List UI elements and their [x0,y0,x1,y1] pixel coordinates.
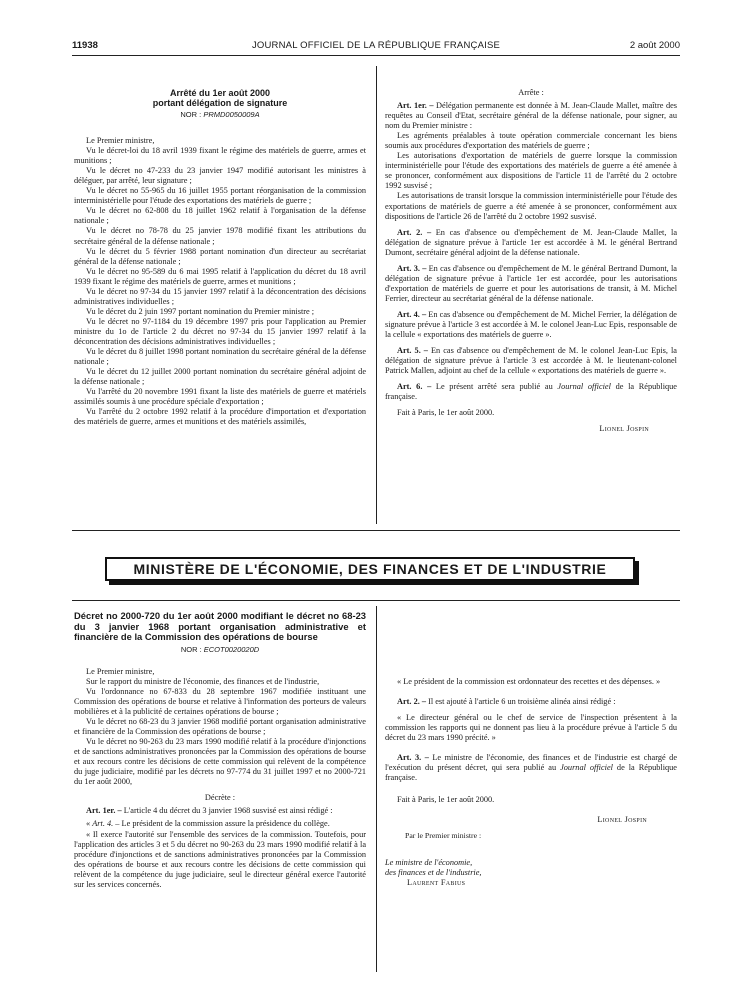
decret-right-column [385,611,677,888]
decret-title: Décret no 2000-720 du 1er août 2000 modifiant le décret no 68-23 du 3 janvier 1968 portant organisation administrative et financière de la Commission des opérations de bourse [74,610,366,643]
decret-para: Le Premier ministre, [86,666,155,676]
decret-article-3: Art. 3. – Le ministre de l'économie, des finances et de l'industrie est chargé de l'exécution du présent décret, qui sera publié au Journal officiel de la République française. [385,753,678,783]
minister-name: Laurent Fabius [407,877,466,887]
arrete-left-column [74,88,366,427]
arrete-article-1: Art. 1er. – Délégation permanente est donnée à M. Jean-Claude Mallet, maître des requêtes au Conseil d'Etat, secrétaire général de la défense nationale, pour signer, au nom du Premier ministre : [385,101,678,131]
decret-article-1: Art. 1er. – L'article 4 du décret du 3 janvier 1968 susvisé est ainsi rédigé : [86,806,333,816]
arrete-word: Arrête : [518,88,544,97]
arrete-fait: Fait à Paris, le 1er août 2000. [397,408,495,418]
arrete-title-2: portant délégation de signature [152,98,288,108]
arrete-para: Vu le décret no 95-589 du 6 mai 1995 relatif à l'application du décret du 18 avril 1939 fixant le régime des matériels de guerre, armes et munitions ; [74,266,366,286]
arrete-para: Vu le décret no 97-34 du 15 janvier 1997 relatif à la déconcentration des décisions administratives individuelles ; [74,286,366,306]
decret-left-column [74,611,366,890]
arrete-article-4: Art. 4. – En cas d'absence ou d'empêchement de M. Michel Ferrier, la délégation de signature prévue à l'article 3 est accordée à M. le colonel Jean-Luc Epis, responsable de la cellule « exportations des matériels de guerre ». [385,309,677,340]
arrete-signature: Lionel Jospin [599,424,649,434]
header-rule [72,55,680,56]
arrete-para: Vu le décret du 8 juillet 1998 portant nomination du secrétaire général de la défense nationale ; [74,347,366,367]
arrete-right-column [385,88,677,434]
arrete-para: Vu le décret no 55-965 du 16 juillet 1955 portant réorganisation de la commission interministérielle pour l'étude des exportations des matériels de guerre ; [74,186,366,206]
arrete-para: Vu le décret du 5 février 1988 portant nomination d'un directeur au secrétariat général de la défense nationale ; [74,246,366,266]
page-number: 11938 [72,40,98,51]
arrete-para: Vu l'arrêté du 2 octobre 1992 relatif à la procédure d'importation et d'exportation des matériels de guerre, armes et munitions et des matériels assimilés, [74,407,366,427]
arrete-para: Vu le décret-loi du 18 avril 1939 fixant le régime des matériels de guerre, armes et munitions ; [74,146,366,166]
arrete-para: Vu le décret no 97-1184 du 19 décembre 1997 pris pour l'application au Premier ministre du 1o de l'article 2 du décret no 97-34 du 15 janvier 1997 relatif à la déconcentration des décisions administratives individuelles ; [74,316,366,346]
column-divider-bottom [376,606,377,972]
decret-para: Vu l'ordonnance no 67-833 du 28 septembre 1967 modifiée instituant une Commission des opérations de bourse et relative à l'information des porteurs de valeurs mobilières et à la publicité de certaines opérations de bourse ; [74,686,366,717]
section-rule [72,530,680,531]
minister-title-1: Le ministre de l'économie, [385,857,473,867]
arrete-para: Vu le décret du 12 juillet 2000 portant nomination du secrétaire général adjoint de la défense nationale ; [74,367,366,387]
arrete-article-3: Art. 3. – En cas d'absence ou d'empêchement de M. le général Bertrand Dumont, la délégation de signature prévue à l'article 1er est accordée, pour les autorisations d'exportation de matériels de guerre et pour les autorisations de transit, à M. Michel Ferrier, directeur au secrétariat général de la défense nationale. [385,263,677,303]
arrete-article-1-item: Les autorisations d'exportation de matériels de guerre lorsque la commission interministérielle pour l'étude des exportations des matériels de guerre a été amenée à se prononcer, conformément aux dispositions de l'article 11 de l'arrêté du 2 octobre 1992 susvisé ; [385,151,677,191]
arrete-para: Vu le décret no 47-233 du 23 janvier 1947 modifié autorisant les ministres à déléguer, par arrêté, leur signature ; [74,166,366,186]
decret-article-4-quote: « Art. 4. – Le président de la commission assure la présidence du collège. [86,819,330,829]
minister-title-2: des finances et de l'industrie, [385,867,482,877]
decret-nor: NOR : ECOT0020020D [180,644,260,654]
arrete-para: Vu le décret no 62-808 du 18 juillet 1962 relatif à l'organisation de la défense nationale ; [74,206,366,226]
banner-rule [72,600,680,601]
decret-article-2: Art. 2. – Il est ajouté à l'article 6 un troisième alinéa ainsi rédigé : [397,697,616,707]
decret-article-4-quote-2: « Il exerce l'autorité sur l'ensemble des services de la commission. Toutefois, pour l'application des articles 3 et 5 du décret no 90-263 du 23 mars 1990 modifié relatif à la procédure d'injonctions et de sanctions administratives prononcées par la Commission des opérations de bourse et aux recours contre les décisions de cette commission qui relèvent de la compétence du juge judiciaire, seul le directeur général exerce l'autorité sur les services concernés. [74,829,366,889]
arrete-article-1-item: Les autorisations de transit lorsque la commission interministérielle pour l'étude des exportations de matériels de guerre a été amenée à se prononcer, conformément aux dispositions de l'article 26 de l'arrêté du 2 octobre 1992 susvisé. [385,191,677,221]
arrete-article-1-item: Les agréments préalables à toute opération commerciale concernant les biens soumis aux procédures d'exportation des matériels de guerre ; [385,131,677,151]
arrete-article-6: Art. 6. – Le présent arrêté sera publié au Journal officiel de la République française. [385,382,677,402]
arrete-para: Vu le décret no 78-78 du 25 janvier 1978 modifié fixant les attributions du secrétaire général de la défense nationale ; [74,226,366,246]
arrete-para: Le Premier ministre, [86,136,155,146]
decret-para: Sur le rapport du ministre de l'économie, des finances et de l'industrie, [86,676,320,686]
column-divider-top [376,66,377,524]
journal-title: JOURNAL OFFICIEL DE LA RÉPUBLIQUE FRANÇAISE [251,40,501,51]
decret-article-2-quote: « Le directeur général ou le chef de service de l'inspection présentent à la commission les rapports qui ne donnent pas lieu à la procédure prévue à l'article 5 du décret du 23 mars 1990 précité. » [385,713,677,743]
arrete-article-5: Art. 5. – En cas d'absence ou d'empêchement de M. le colonel Jean-Luc Epis, la délégation de signature prévue à l'article 3 est accordée à M. le lieutenant-colonel Patrick Mallen, adjoint au chef de la cellule « exportations des matériels de guerre ». [385,346,677,376]
arrete-nor: NOR : PRMD0050009A [180,110,260,119]
decret-para: Vu le décret no 90-263 du 23 mars 1990 modifié relatif à la procédure d'injonctions et de sanctions administratives prononcées par la Commission des opérations de bourse et aux recours contre les décisions de cette commission qui relèvent de la compétence du juge judiciaire, modifié par les décrets no 97-774 du 31 juillet 1997 et no 2000-721 du 1er août 2000, [74,737,366,787]
arrete-article-2: Art. 2. – En cas d'absence ou d'empêchement de M. Jean-Claude Mallet, la délégation de signature prévue à l'article 1er est accordée à M. le général Bertrand Dumont, secrétaire général adjoint de la défense nationale. [385,227,677,257]
arrete-title-1: Arrêté du 1er août 2000 [169,88,271,98]
decret-article-4-quote-3: « Le président de la commission est ordonnateur des recettes et des dépenses. » [397,677,661,686]
decret-para: Vu le décret no 68-23 du 3 janvier 1968 modifié portant organisation administrative et financière de la Commission des opérations de bourse ; [74,717,366,737]
ministry-banner: MINISTÈRE DE L'ÉCONOMIE, DES FINANCES ET DE L'INDUSTRIE [105,557,635,581]
decrete-word: Décrète : [204,793,236,803]
decret-fait: Fait à Paris, le 1er août 2000. [397,795,495,805]
arrete-para: Vu l'arrêté du 20 novembre 1991 fixant la liste des matériels de guerre et matériels assimilés soumis à une procédure spéciale d'exportation ; [74,387,366,407]
arrete-para: Vu le décret du 2 juin 1997 portant nomination du Premier ministre ; [86,306,315,316]
issue-date: 2 août 2000 [629,40,680,51]
decret-par: Par le Premier ministre : [405,831,482,841]
page-header [72,40,680,54]
decret-signature: Lionel Jospin [597,815,647,825]
